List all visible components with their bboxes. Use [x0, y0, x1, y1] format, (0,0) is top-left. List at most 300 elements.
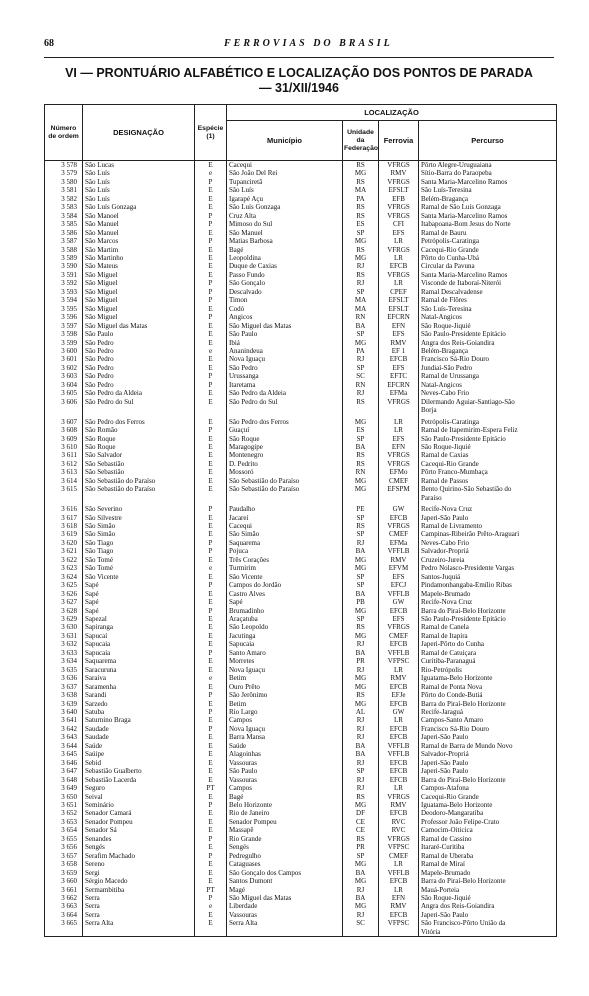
- stop-name: Sapucaia: [83, 649, 195, 657]
- stop-type: E: [195, 666, 227, 674]
- municipality: Duque de Caxias: [227, 262, 343, 270]
- railway: LR: [379, 666, 419, 674]
- table-row: [45, 178, 557, 186]
- table-row: [45, 852, 557, 860]
- municipality: Campos do Jordão: [227, 581, 343, 589]
- route: Deodoro-Mangaratiba: [419, 809, 557, 817]
- railway: EFMa: [379, 389, 419, 397]
- railway: VFFLB: [379, 869, 419, 877]
- stop-name: São Marcos: [83, 237, 195, 245]
- table-row: [45, 460, 557, 468]
- route: Francisco Sá-Rio Douro: [419, 355, 557, 363]
- municipality: São Luís Gonzaga: [227, 203, 343, 211]
- stop-number: 3 643: [45, 733, 83, 741]
- stop-number: 3 596: [45, 313, 83, 321]
- table-row: [45, 220, 557, 228]
- federation-unit: SP: [343, 530, 379, 538]
- municipality: Brumadinho: [227, 607, 343, 615]
- railway: [379, 928, 419, 937]
- stop-name: São Pedro: [83, 364, 195, 372]
- federation-unit: RJ: [343, 733, 379, 741]
- route: Ramal de Catuiçara: [419, 649, 557, 657]
- stop-name: São Sebastião do Paraíso: [83, 485, 195, 493]
- stop-name: Senador Camará: [83, 809, 195, 817]
- railway: VFPSC: [379, 843, 419, 851]
- page-header: [44, 38, 554, 52]
- stop-name: [83, 928, 195, 937]
- stop-name: São Miguel: [83, 279, 195, 287]
- stop-type: P: [195, 381, 227, 389]
- table-row: [45, 894, 557, 902]
- table-row: [45, 818, 557, 826]
- federation-unit: MA: [343, 296, 379, 304]
- railway: RMV: [379, 169, 419, 177]
- stop-number: [45, 494, 83, 502]
- table-row: [45, 733, 557, 741]
- municipality: Castro Alves: [227, 590, 343, 598]
- municipality: Jacutinga: [227, 632, 343, 640]
- municipality: São Gonçalo dos Campos: [227, 869, 343, 877]
- stop-type: P: [195, 708, 227, 716]
- route: Ramal de Flôres: [419, 296, 557, 304]
- stop-type: E: [195, 389, 227, 397]
- table-row: [45, 759, 557, 767]
- table-row: [45, 784, 557, 792]
- municipality: [227, 494, 343, 502]
- stop-name: São Pedro: [83, 347, 195, 355]
- stop-type: P: [195, 835, 227, 843]
- federation-unit: RJ: [343, 539, 379, 547]
- stop-type: P: [195, 178, 227, 186]
- railway: EFSLT: [379, 296, 419, 304]
- federation-unit: SC: [343, 919, 379, 927]
- stop-number: 3 633: [45, 649, 83, 657]
- stop-number: 3 626: [45, 590, 83, 598]
- federation-unit: MG: [343, 237, 379, 245]
- table-row: [45, 598, 557, 606]
- federation-unit: MG: [343, 632, 379, 640]
- stop-name: São Silvestre: [83, 514, 195, 522]
- table-row: [45, 530, 557, 538]
- railway: GW: [379, 708, 419, 716]
- table-row: [45, 767, 557, 775]
- table-row: [45, 623, 557, 631]
- table-row: [45, 607, 557, 615]
- route: Belém-Bragança: [419, 347, 557, 355]
- railway: LR: [379, 886, 419, 894]
- route: Recife-Nova Cruz: [419, 502, 557, 513]
- municipality: Belo Horizonte: [227, 801, 343, 809]
- table-row: [45, 203, 557, 211]
- municipality: Vassouras: [227, 911, 343, 919]
- stop-type: P: [195, 288, 227, 296]
- federation-unit: RS: [343, 246, 379, 254]
- table-row: [45, 406, 557, 414]
- table-row: [45, 195, 557, 203]
- railway: GW: [379, 502, 419, 513]
- stop-type: E: [195, 398, 227, 406]
- railway: EFCB: [379, 809, 419, 817]
- stop-name: Sarandi: [83, 691, 195, 699]
- route: Cacequi-Rio Grande: [419, 246, 557, 254]
- railway: VFPSC: [379, 919, 419, 927]
- stop-number: 3 615: [45, 485, 83, 493]
- route: São Paulo-Presidente Epitácio: [419, 330, 557, 338]
- route: Santa Maria-Marcelino Ramos: [419, 212, 557, 220]
- federation-unit: [343, 494, 379, 502]
- route: Angra dos Reis-Goiandira: [419, 339, 557, 347]
- stop-number: 3 620: [45, 539, 83, 547]
- stop-number: 3 608: [45, 426, 83, 434]
- stop-type: P: [195, 313, 227, 321]
- stop-name: Sermambitiba: [83, 886, 195, 894]
- table-row: [45, 514, 557, 522]
- table-row: [45, 877, 557, 885]
- route: Barra do Piraí-Belo Horizonte: [419, 877, 557, 885]
- route: Santa Maria-Marcelino Ramos: [419, 178, 557, 186]
- municipality: Saquarema: [227, 539, 343, 547]
- railway: RVC: [379, 826, 419, 834]
- railway: EFS: [379, 229, 419, 237]
- railway: VFRGS: [379, 460, 419, 468]
- federation-unit: ES: [343, 220, 379, 228]
- municipality: Morretes: [227, 657, 343, 665]
- stop-name: São Luís: [83, 195, 195, 203]
- railway: RMV: [379, 801, 419, 809]
- stop-name: São Pedro: [83, 372, 195, 380]
- stop-name: São Pedro: [83, 381, 195, 389]
- stop-number: 3 629: [45, 615, 83, 623]
- stop-type: E: [195, 530, 227, 538]
- stop-type: E: [195, 700, 227, 708]
- municipality: Guaçuí: [227, 426, 343, 434]
- route: Campos-Atafona: [419, 784, 557, 792]
- federation-unit: RJ: [343, 279, 379, 287]
- stop-name: Saúde: [83, 742, 195, 750]
- railway: LR: [379, 784, 419, 792]
- table-row: [45, 305, 557, 313]
- federation-unit: RN: [343, 381, 379, 389]
- table-row: [45, 776, 557, 784]
- stop-name: Sapé: [83, 581, 195, 589]
- municipality: São Sebastião do Paraíso: [227, 485, 343, 493]
- stop-type: E: [195, 322, 227, 330]
- stop-number: 3 660: [45, 877, 83, 885]
- federation-unit: RJ: [343, 716, 379, 724]
- stop-name: São Salvador: [83, 451, 195, 459]
- table-row: [45, 700, 557, 708]
- route: Ramal de Cassino: [419, 835, 557, 843]
- table-row: [45, 911, 557, 919]
- stop-number: 3 644: [45, 742, 83, 750]
- railway: EFCRN: [379, 381, 419, 389]
- federation-unit: MG: [343, 564, 379, 572]
- federation-unit: MG: [343, 415, 379, 426]
- table-row: [45, 415, 557, 426]
- federation-unit: BA: [343, 750, 379, 758]
- stop-name: Senandes: [83, 835, 195, 843]
- railway: EFN: [379, 894, 419, 902]
- table-row: [45, 547, 557, 555]
- municipality: Ananindeua: [227, 347, 343, 355]
- municipality: São Simão: [227, 530, 343, 538]
- federation-unit: MG: [343, 860, 379, 868]
- stop-name: São Simão: [83, 522, 195, 530]
- municipality: Betim: [227, 674, 343, 682]
- route: Pôrto do Conde-Butiá: [419, 691, 557, 699]
- stop-type: P: [195, 296, 227, 304]
- route: Ramal de Uberaba: [419, 852, 557, 860]
- section-title: [44, 66, 554, 96]
- federation-unit: MG: [343, 339, 379, 347]
- stop-name: São Severino: [83, 502, 195, 513]
- stop-number: 3 602: [45, 364, 83, 372]
- stop-name: São Sebastião: [83, 460, 195, 468]
- municipality: São Pedro do Sul: [227, 398, 343, 406]
- route: Francisco Sá-Rio Douro: [419, 725, 557, 733]
- route: Ramal de Barra de Mundo Novo: [419, 742, 557, 750]
- railway: VFFLB: [379, 742, 419, 750]
- stop-type: E: [195, 793, 227, 801]
- table-row: [45, 564, 557, 572]
- railway: CPEF: [379, 288, 419, 296]
- table-row: [45, 725, 557, 733]
- table-body: [45, 161, 557, 937]
- federation-unit: MG: [343, 801, 379, 809]
- route: Barra do Piraí-Belo Horizonte: [419, 776, 557, 784]
- stop-number: 3 607: [45, 415, 83, 426]
- railway: VFRGS: [379, 178, 419, 186]
- stop-name: São Manuel: [83, 229, 195, 237]
- railway: EFS: [379, 364, 419, 372]
- stop-name: São Simão: [83, 530, 195, 538]
- municipality: São Jerônimo: [227, 691, 343, 699]
- route: Santos-Juquiá: [419, 573, 557, 581]
- table-row: [45, 313, 557, 321]
- railway: VFRGS: [379, 203, 419, 211]
- municipality: Campos: [227, 716, 343, 724]
- stop-name: Saquarema: [83, 657, 195, 665]
- stop-name: São Tiago: [83, 539, 195, 547]
- table-row: [45, 860, 557, 868]
- table-row: [45, 246, 557, 254]
- federation-unit: RS: [343, 161, 379, 170]
- stop-type: [195, 494, 227, 502]
- stop-name: Sapucaia: [83, 640, 195, 648]
- stop-type: E: [195, 364, 227, 372]
- stop-type: E: [195, 623, 227, 631]
- stop-type: E: [195, 657, 227, 665]
- route: Vitória: [419, 928, 557, 937]
- railway: RVC: [379, 818, 419, 826]
- municipality: Timon: [227, 296, 343, 304]
- stop-type: E: [195, 869, 227, 877]
- stop-type: E: [195, 919, 227, 927]
- stop-name: Serra: [83, 911, 195, 919]
- stop-type: E: [195, 203, 227, 211]
- route: Recife-Jaraguá: [419, 708, 557, 716]
- stop-name: São Pedro da Aldeia: [83, 389, 195, 397]
- stop-name: São Tomé: [83, 556, 195, 564]
- railway: LR: [379, 415, 419, 426]
- stop-type: P: [195, 691, 227, 699]
- railway: EFN: [379, 443, 419, 451]
- stop-number: 3 595: [45, 305, 83, 313]
- municipality: Cacequi: [227, 161, 343, 170]
- table-row: [45, 590, 557, 598]
- railway: EFMo: [379, 468, 419, 476]
- stop-type: E: [195, 477, 227, 485]
- federation-unit: PB: [343, 598, 379, 606]
- route: Pôrto Alegre-Uruguaiana: [419, 161, 557, 170]
- federation-unit: MA: [343, 186, 379, 194]
- route: Iguatama-Belo Horizonte: [419, 674, 557, 682]
- stop-type: E: [195, 590, 227, 598]
- federation-unit: RJ: [343, 784, 379, 792]
- federation-unit: MG: [343, 700, 379, 708]
- stop-number: 3 592: [45, 279, 83, 287]
- route: Cacequi-Rio Grande: [419, 793, 557, 801]
- municipality: Ouro Prêto: [227, 683, 343, 691]
- federation-unit: MG: [343, 477, 379, 485]
- federation-unit: ES: [343, 426, 379, 434]
- stop-number: 3 579: [45, 169, 83, 177]
- route: Neves-Cabo Frio: [419, 389, 557, 397]
- route: Ramal de Ponta Nova: [419, 683, 557, 691]
- stop-name: Sapucaí: [83, 632, 195, 640]
- railway: VFPSC: [379, 657, 419, 665]
- stop-number: 3 611: [45, 451, 83, 459]
- municipality: Serra Alta: [227, 919, 343, 927]
- stop-name: São Paulo: [83, 330, 195, 338]
- federation-unit: RJ: [343, 262, 379, 270]
- table-row: [45, 355, 557, 363]
- federation-unit: CE: [343, 818, 379, 826]
- route: São Roque-Jiquié: [419, 894, 557, 902]
- stop-number: 3 664: [45, 911, 83, 919]
- route: São Roque-Jiquié: [419, 322, 557, 330]
- stop-type: E: [195, 443, 227, 451]
- stop-type: E: [195, 843, 227, 851]
- railway: EFSLT: [379, 186, 419, 194]
- stop-name: Sereno: [83, 860, 195, 868]
- railway: EFCB: [379, 733, 419, 741]
- stop-name: Saracuruna: [83, 666, 195, 674]
- route: Ramal de Canela: [419, 623, 557, 631]
- table-row: [45, 902, 557, 910]
- route: Campinas-Ribeirão Prêto-Araguari: [419, 530, 557, 538]
- table-row: [45, 886, 557, 894]
- stop-name: São Pedro dos Ferros: [83, 415, 195, 426]
- table-row: [45, 364, 557, 372]
- stop-type: E: [195, 271, 227, 279]
- municipality: Rio Largo: [227, 708, 343, 716]
- stop-name: Serra: [83, 902, 195, 910]
- stop-number: 3 652: [45, 809, 83, 817]
- municipality: Nova Iguaçu: [227, 666, 343, 674]
- route: Petrópolis-Caratinga: [419, 237, 557, 245]
- municipality: Araçatuba: [227, 615, 343, 623]
- table-row: [45, 339, 557, 347]
- municipality: Angicos: [227, 313, 343, 321]
- stop-type: e: [195, 169, 227, 177]
- stop-type: PT: [195, 886, 227, 894]
- stop-name: São Miguel: [83, 288, 195, 296]
- stop-type: P: [195, 237, 227, 245]
- stop-number: 3 630: [45, 623, 83, 631]
- stop-number: 3 627: [45, 598, 83, 606]
- railway: VFFLB: [379, 590, 419, 598]
- municipality: São Manuel: [227, 229, 343, 237]
- stop-name: Sapezal: [83, 615, 195, 623]
- route: Cacequi-Rio Grande: [419, 460, 557, 468]
- federation-unit: SP: [343, 364, 379, 372]
- municipality: São Vicente: [227, 573, 343, 581]
- stop-type: P: [195, 649, 227, 657]
- stop-name: Senador Sá: [83, 826, 195, 834]
- route: Belém-Bragança: [419, 195, 557, 203]
- stop-number: [45, 406, 83, 414]
- table-row: [45, 691, 557, 699]
- stop-name: [83, 406, 195, 414]
- stop-type: E: [195, 776, 227, 784]
- stop-name: Saúipe: [83, 750, 195, 758]
- route: Ramal Descalvadense: [419, 288, 557, 296]
- stop-name: São Roque: [83, 443, 195, 451]
- municipality: Santos Dumont: [227, 877, 343, 885]
- municipality: Rio Grande: [227, 835, 343, 843]
- federation-unit: SP: [343, 330, 379, 338]
- table-row: [45, 835, 557, 843]
- railway: [379, 494, 419, 502]
- railway: CMEF: [379, 852, 419, 860]
- federation-unit: PR: [343, 657, 379, 665]
- railway: VFRGS: [379, 451, 419, 459]
- route: São Luís-Teresina: [419, 186, 557, 194]
- table-row: [45, 389, 557, 397]
- stop-name: São Pedro: [83, 355, 195, 363]
- municipality: Saúde: [227, 742, 343, 750]
- route: Ramal de Urussanga: [419, 372, 557, 380]
- railway: EFS: [379, 615, 419, 623]
- stop-number: 3 624: [45, 573, 83, 581]
- stop-name: São Sebastião: [83, 468, 195, 476]
- stop-number: 3 636: [45, 674, 83, 682]
- stop-number: 3 647: [45, 767, 83, 775]
- route: São Luís-Teresina: [419, 305, 557, 313]
- route: Japeri-Pôrto do Cunha: [419, 640, 557, 648]
- stop-type: e: [195, 902, 227, 910]
- table-row: [45, 271, 557, 279]
- municipality: Vassouras: [227, 776, 343, 784]
- municipality: Bagé: [227, 793, 343, 801]
- railway: VFRGS: [379, 246, 419, 254]
- route: Salvador-Propriá: [419, 547, 557, 555]
- railway: VFRGS: [379, 522, 419, 530]
- route: Ramal de Caxias: [419, 451, 557, 459]
- table-row: [45, 573, 557, 581]
- route: Bento Quirino-São Sebastião do: [419, 485, 557, 493]
- stop-type: E: [195, 460, 227, 468]
- stop-name: São Miguel: [83, 305, 195, 313]
- stop-number: 3 610: [45, 443, 83, 451]
- col-header-especie: Espécie (1): [195, 105, 227, 161]
- stop-name: São Miguel: [83, 313, 195, 321]
- stop-number: 3 655: [45, 835, 83, 843]
- municipality: [227, 928, 343, 937]
- municipality: Ibiá: [227, 339, 343, 347]
- federation-unit: PR: [343, 843, 379, 851]
